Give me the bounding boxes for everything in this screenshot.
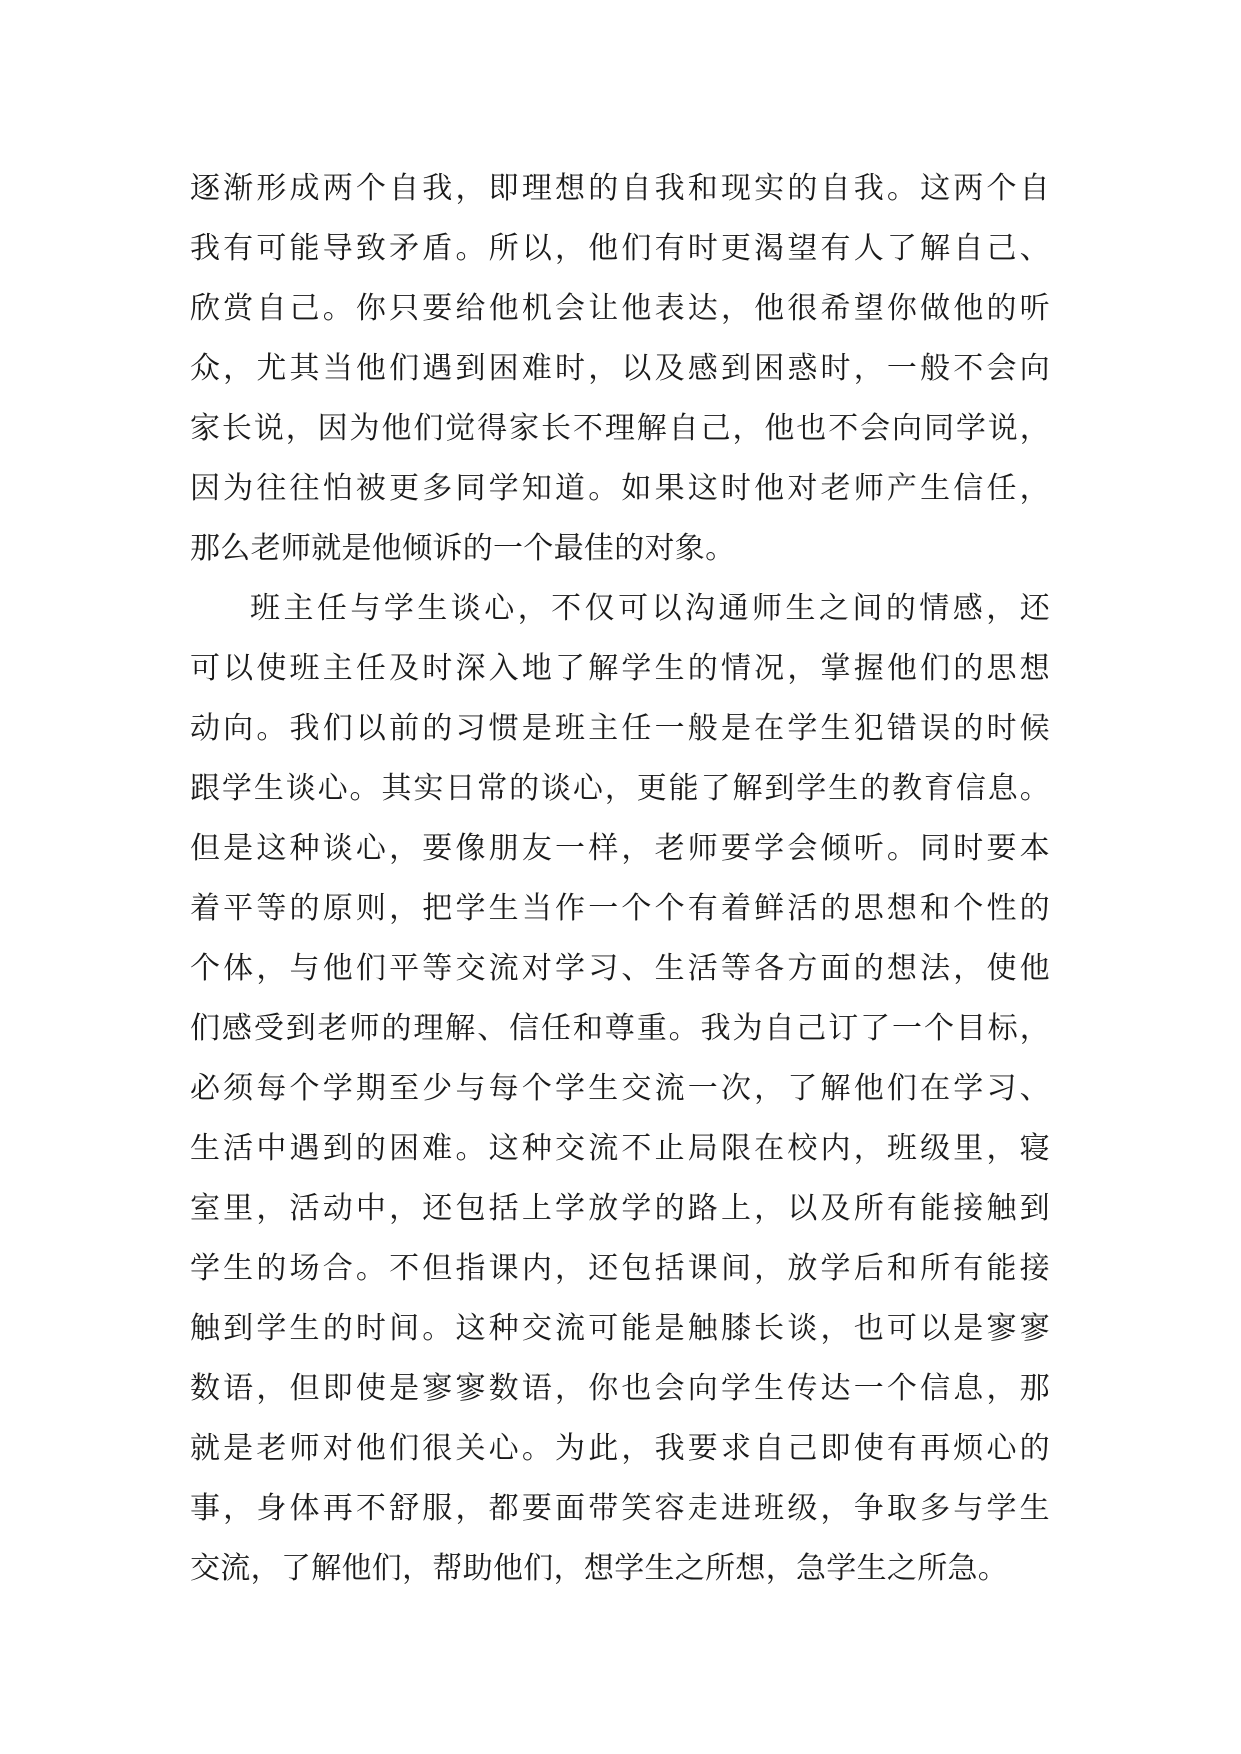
text-line: 动向。我们以前的习惯是班主任一般是在学生犯错误的时候: [190, 711, 1050, 746]
text-line: 但是这种谈心，要像朋友一样，老师要学会倾听。同时要本: [190, 831, 1050, 866]
text-line: 可以使班主任及时深入地了解学生的情况，掌握他们的思想: [190, 651, 1050, 686]
text-line: 们感受到老师的理解、信任和尊重。我为自己订了一个目标，: [190, 1011, 1050, 1046]
text-line: 跟学生谈心。其实日常的谈心，更能了解到学生的教育信息。: [190, 771, 1050, 806]
text-line: 我有可能导致矛盾。所以，他们有时更渴望有人了解自己、: [190, 231, 1050, 266]
text-line: 因为往往怕被更多同学知道。如果这时他对老师产生信任，: [190, 471, 1050, 506]
text-line: 欣赏自己。你只要给他机会让他表达，他很希望你做他的听: [190, 291, 1050, 326]
text-line: 交流，了解他们，帮助他们，想学生之所想，急学生之所急。: [190, 1551, 1009, 1586]
text-line: 事，身体再不舒服，都要面带笑容走进班级，争取多与学生: [190, 1491, 1050, 1526]
text-line: 逐渐形成两个自我，即理想的自我和现实的自我。这两个自: [190, 171, 1050, 206]
text-line: 生活中遇到的困难。这种交流不止局限在校内，班级里，寝: [190, 1131, 1050, 1166]
text-line: 个体，与他们平等交流对学习、生活等各方面的想法，使他: [190, 951, 1050, 986]
text-line: 家长说，因为他们觉得家长不理解自己，他也不会向同学说，: [190, 411, 1050, 446]
text-line: 就是老师对他们很关心。为此，我要求自己即使有再烦心的: [190, 1431, 1050, 1466]
text-line: 班主任与学生谈心，不仅可以沟通师生之间的情感，还: [250, 591, 1050, 626]
text-line: 触到学生的时间。这种交流可能是触膝长谈，也可以是寥寥: [190, 1311, 1050, 1346]
body-text: [190, 159, 1070, 1599]
text-line: 必须每个学期至少与每个学生交流一次，了解他们在学习、: [190, 1071, 1050, 1106]
text-line: 数语，但即使是寥寥数语，你也会向学生传达一个信息，那: [190, 1371, 1050, 1406]
text-line: 室里，活动中，还包括上学放学的路上，以及所有能接触到: [190, 1191, 1050, 1226]
text-line: 那么老师就是他倾诉的一个最佳的对象。: [190, 531, 736, 566]
text-line: 学生的场合。不但指课内，还包括课间，放学后和所有能接: [190, 1251, 1050, 1286]
text-line: 着平等的原则，把学生当作一个个有着鲜活的思想和个性的: [190, 891, 1050, 926]
text-line: 众，尤其当他们遇到困难时，以及感到困惑时，一般不会向: [190, 351, 1050, 386]
